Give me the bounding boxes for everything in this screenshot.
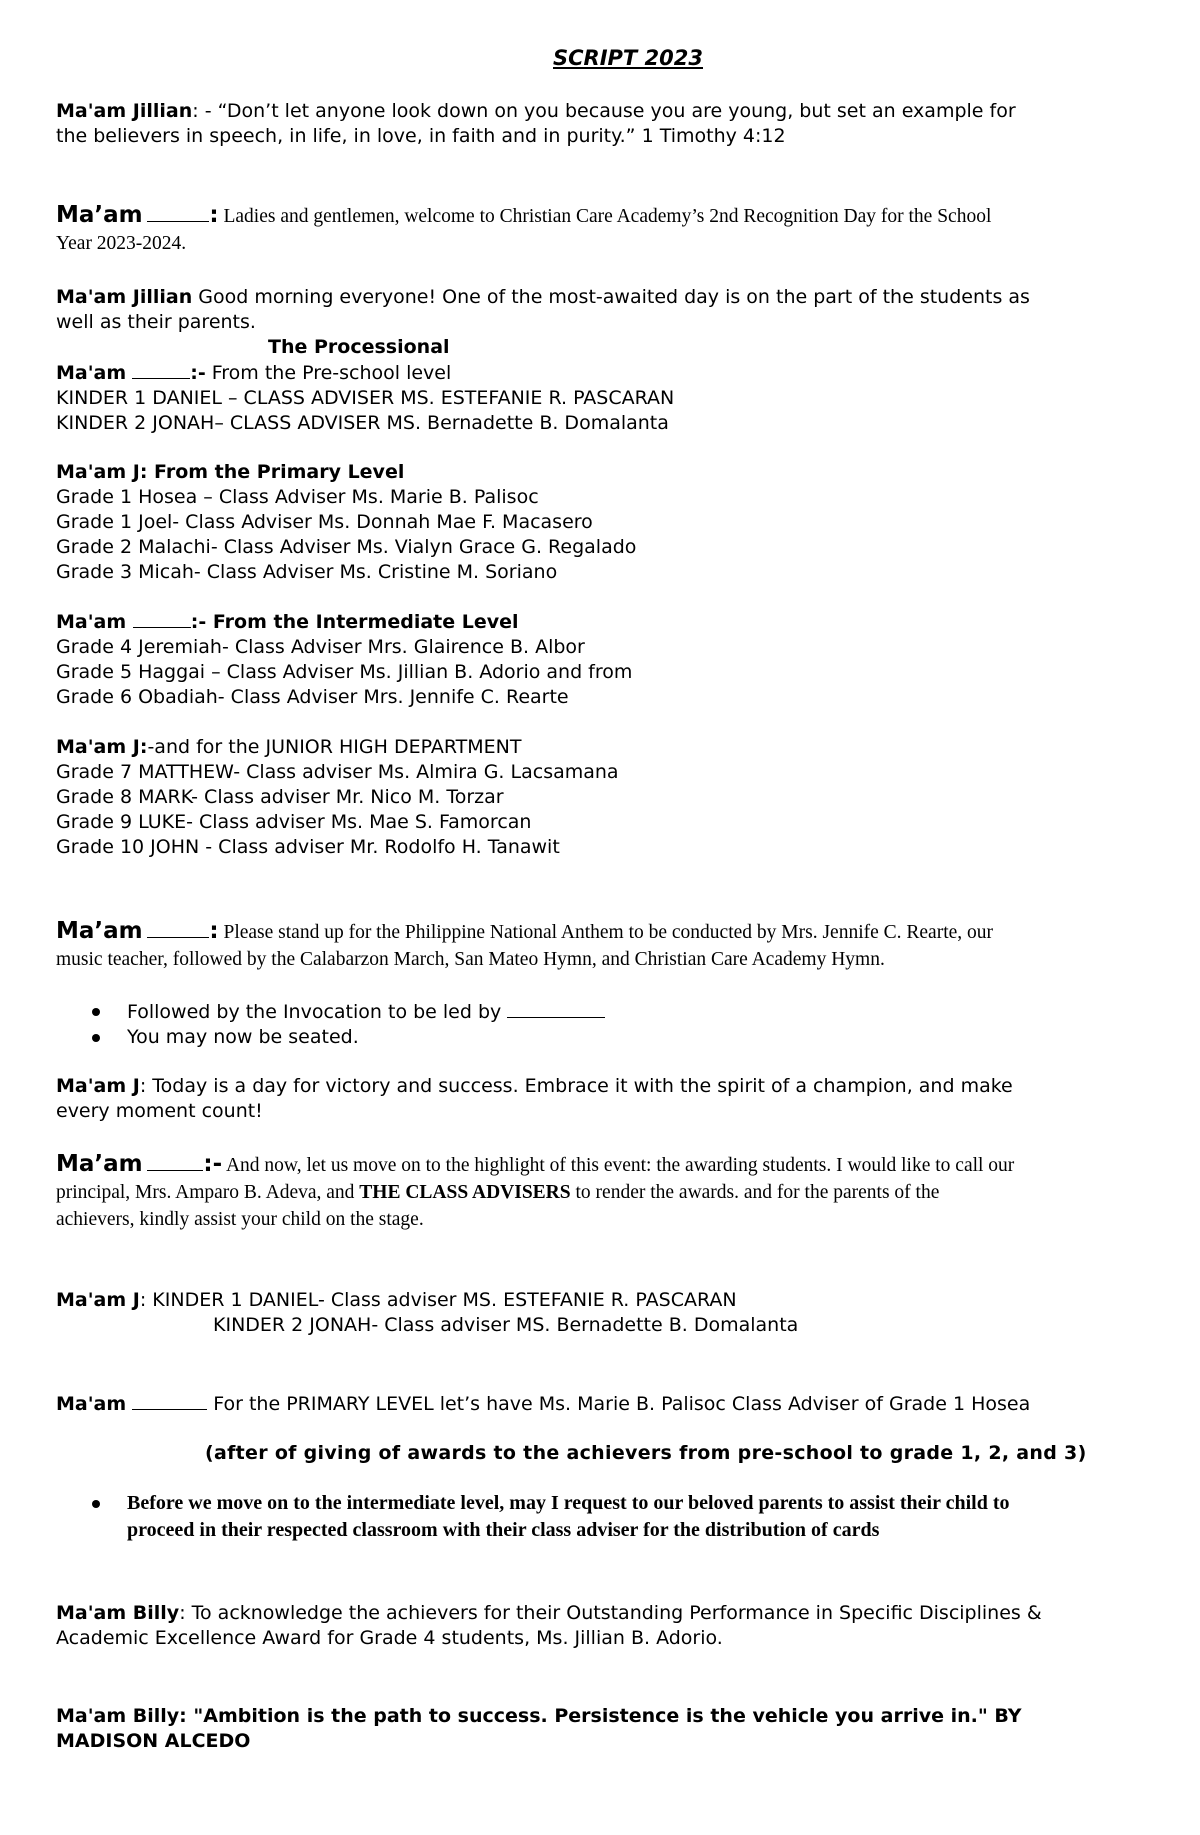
greeting-paragraph: [56, 285, 1186, 436]
class-line: Grade 5 Haggai – Class Adviser Ms. Jillian B. Adorio and from: [56, 661, 633, 683]
speaker-name: Ma'am: [56, 611, 127, 633]
awarding-text: principal, Mrs. Amparo B. Adeva, and: [56, 1182, 360, 1203]
speaker-name: Ma'am J: [56, 1289, 140, 1311]
speaker-colon: :: [209, 918, 219, 944]
class-line: Grade 6 Obadiah- Class Adviser Mrs. Jennife C. Rearte: [56, 686, 569, 708]
awarding-text: to render the awards. and for the parents of the: [570, 1182, 940, 1203]
quote-text: Ma'am Billy: "Ambition is the path to success. Persistence is the vehicle you arrive in." BY: [56, 1705, 1022, 1727]
primary-call: [56, 1391, 1186, 1417]
section-heading: :- From the Intermediate Level: [190, 611, 519, 633]
class-line: Grade 1 Hosea – Class Adviser Ms. Marie B. Palisoc: [56, 486, 539, 508]
processional-heading: The Processional: [268, 336, 450, 358]
speaker-name: Ma’am: [56, 1151, 143, 1177]
separator: : -: [192, 100, 218, 122]
bullet-list: [88, 1490, 1178, 1544]
intermediate-level-section: [56, 609, 1186, 710]
welcome-text: Year 2023-2024.: [56, 233, 187, 254]
billy-paragraph: [56, 1601, 1186, 1651]
anthem-text: music teacher, followed by the Calabarzon March, San Mateo Hymn, and Christian Care Academy Hymn.: [56, 949, 885, 970]
stage-direction: (after of giving of awards to the achievers from pre-school to grade 1, 2, and 3): [205, 1442, 1087, 1464]
billy-text: : To acknowledge the achievers for their Outstanding Performance in Specific Disciplines &: [179, 1602, 1042, 1624]
primary-call-text: For the PRIMARY LEVEL let’s have Ms. Marie B. Palisoc Class Adviser of Grade 1 Hosea: [207, 1393, 1031, 1415]
quote-text: MADISON ALCEDO: [56, 1730, 251, 1752]
speaker-name: Ma’am: [56, 202, 143, 228]
bullet-icon: [92, 1034, 100, 1042]
closing-quote: [56, 1704, 1186, 1754]
class-line: Grade 7 MATTHEW- Class adviser Ms. Almira G. Lacsamana: [56, 761, 619, 783]
awarding-text: And now, let us move on to the highlight of this event: the awarding students. I would like to call our: [222, 1155, 1015, 1176]
anthem-paragraph: [56, 918, 1186, 973]
list-item-text: proceed in their respected classroom with their class adviser for the distribution of cards: [127, 1519, 880, 1541]
list-item: [88, 1490, 1178, 1544]
class-line: Grade 2 Malachi- Class Adviser Ms. Vialyn Grace G. Regalado: [56, 536, 637, 558]
primary-level-section: [56, 460, 1186, 585]
awarding-emphasis: THE CLASS ADVISERS: [359, 1182, 571, 1203]
bullet-icon: [92, 1500, 100, 1508]
name-blank: [132, 1391, 207, 1410]
name-blank: [507, 999, 605, 1018]
class-line: Grade 9 LUKE- Class adviser Ms. Mae S. Famorcan: [56, 811, 532, 833]
document-title: SCRIPT 2023: [553, 46, 703, 70]
speaker-name: Ma’am: [56, 918, 143, 944]
speaker-name: Ma'am J: [56, 1075, 140, 1097]
junior-high-section: [56, 735, 1186, 860]
greeting-text: well as their parents.: [56, 311, 256, 333]
list-item: [88, 1025, 1178, 1050]
opening-verse: [56, 99, 1186, 149]
speaker-name: Ma'am Jillian: [56, 100, 193, 122]
speaker-name: Ma'am: [56, 1393, 127, 1415]
class-line: Grade 3 Micah- Class Adviser Ms. Cristine M. Soriano: [56, 561, 558, 583]
speaker-name: Ma'am: [56, 362, 127, 384]
victory-paragraph: [56, 1074, 1186, 1124]
section-heading: Ma'am J: From the Primary Level: [56, 461, 405, 483]
list-item-text: Followed by the Invocation to be led by: [127, 1001, 508, 1023]
class-line: Grade 10 JOHN - Class adviser Mr. Rodolfo H. Tanawit: [56, 836, 560, 858]
bullet-icon: [92, 1008, 100, 1016]
welcome-paragraph: [56, 202, 1186, 257]
greeting-text: Good morning everyone! One of the most-awaited day is on the part of the students as: [192, 286, 1030, 308]
level-intro: From the Pre-school level: [205, 362, 452, 384]
class-line: Grade 1 Joel- Class Adviser Ms. Donnah Mae F. Macasero: [56, 511, 593, 533]
name-blank: [147, 203, 209, 222]
welcome-text: Ladies and gentlemen, welcome to Christian Care Academy’s 2nd Recognition Day for the School: [218, 206, 992, 227]
class-line: Grade 4 Jeremiah- Class Adviser Mrs. Glairence B. Albor: [56, 636, 585, 658]
billy-text: Academic Excellence Award for Grade 4 students, Ms. Jillian B. Adorio.: [56, 1627, 723, 1649]
speaker-name: Ma'am Billy: [56, 1602, 180, 1624]
class-line: : KINDER 1 DANIEL- Class adviser MS. ESTEFANIE R. PASCARAN: [139, 1289, 737, 1311]
victory-text: : Today is a day for victory and success. Embrace it with the spirit of a champion, and make: [139, 1075, 1013, 1097]
speaker-name: Ma'am J:: [56, 736, 148, 758]
name-blank: [147, 1152, 203, 1171]
section-heading: -and for the JUNIOR HIGH DEPARTMENT: [147, 736, 522, 758]
name-blank: [132, 360, 190, 379]
victory-text: every moment count!: [56, 1100, 263, 1122]
name-blank: [147, 919, 209, 938]
speaker-name: Ma'am Jillian: [56, 286, 193, 308]
class-line: KINDER 2 JONAH– CLASS ADVISER MS. Bernadette B. Domalanta: [56, 412, 669, 434]
list-item: [88, 999, 1178, 1025]
speaker-colon: :: [209, 202, 219, 228]
awarding-text: achievers, kindly assist your child on the stage.: [56, 1209, 424, 1230]
bullet-list: [88, 999, 1178, 1050]
awarding-paragraph: [56, 1151, 1186, 1233]
name-blank: [133, 609, 191, 628]
after-note: [205, 1441, 1185, 1466]
anthem-text: Please stand up for the Philippine National Anthem to be conducted by Mrs. Jennife C. Rearte, our: [218, 922, 994, 943]
speaker-marker: :-: [203, 1151, 223, 1177]
kinder-call: [56, 1288, 1186, 1338]
speaker-marker: :-: [190, 362, 206, 384]
verse-line: the believers in speech, in life, in love, in faith and in purity.” 1 Timothy 4:12: [56, 125, 786, 147]
verse-line: “Don’t let anyone look down on you because you are young, but set an example for: [217, 100, 1016, 122]
class-line: KINDER 2 JONAH- Class adviser MS. Bernadette B. Domalanta: [213, 1314, 799, 1336]
list-item-text: You may now be seated.: [127, 1026, 359, 1048]
list-item-text: Before we move on to the intermediate level, may I request to our beloved parents to assist their child to: [127, 1492, 1010, 1514]
class-line: KINDER 1 DANIEL – CLASS ADVISER MS. ESTEFANIE R. PASCARAN: [56, 387, 675, 409]
class-line: Grade 8 MARK- Class adviser Mr. Nico M. Torzar: [56, 786, 504, 808]
